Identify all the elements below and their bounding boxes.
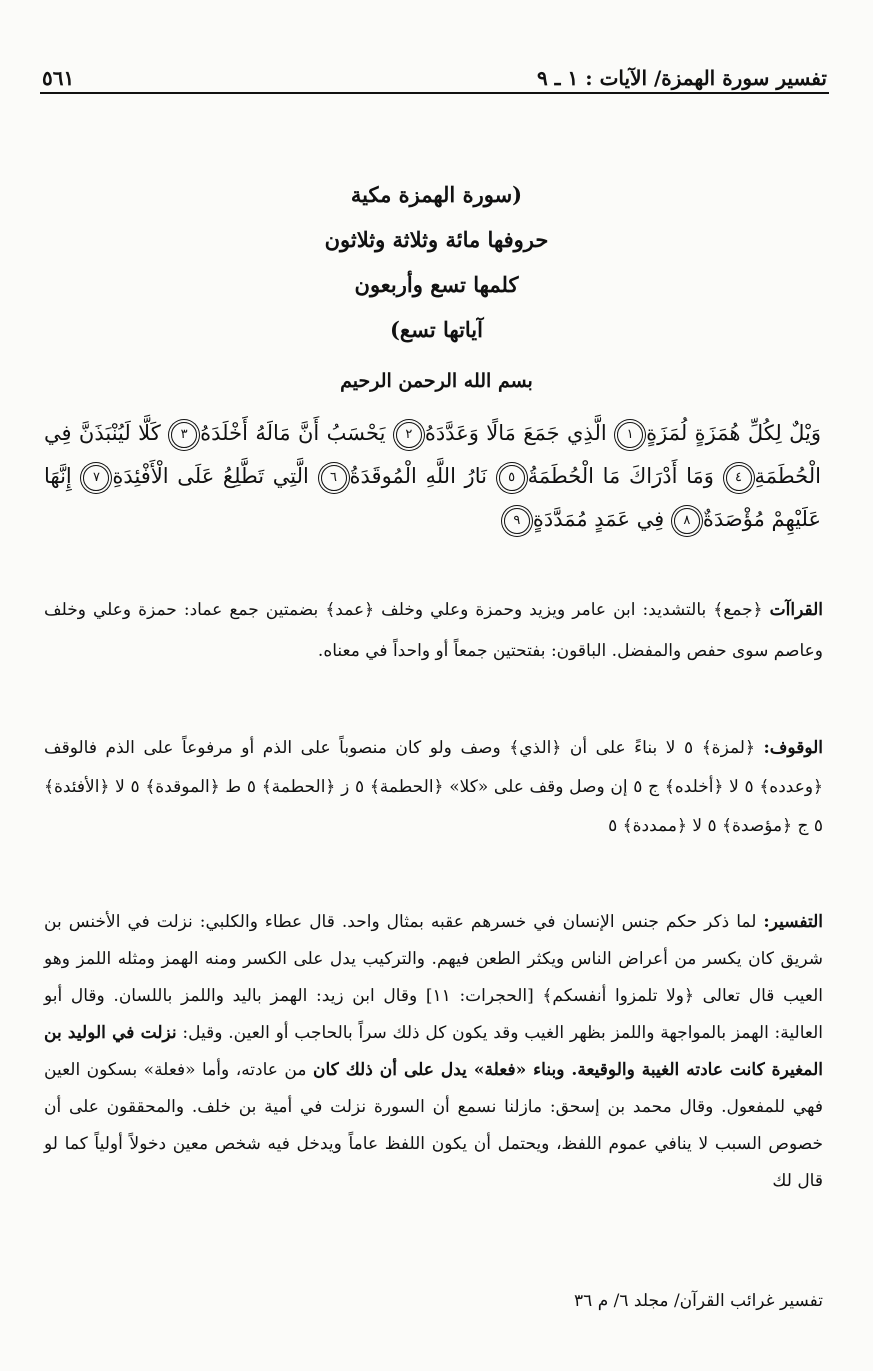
ayah-marker: ٢ — [396, 422, 422, 448]
tafsir-bold-text: نزلت في الوليد بن المغيرة كانت عادته الغيبة والوقيعة. وبناء «فعلة» يدل على أن ذلك كان — [44, 1023, 824, 1080]
ayah-marker: ٦ — [321, 465, 347, 491]
verse-text: الَّذِي جَمَعَ مَالًا وَعَدَّدَهُ — [424, 421, 607, 445]
qiraat-section — [44, 590, 823, 672]
ayah-marker: ٧ — [83, 465, 109, 491]
wuquf-text: ﴿لمزة﴾ ٥ لا بناءً على أن ﴿الذي﴾ وصف ولو كان منصوباً على الذم أو مرفوعاً على الذم فالوقف ﴿وعدده﴾ ٥ لا ﴿أخلده﴾ ج ٥ إن وصل وقف على «كلا» ﴿الحطمة﴾ ٥ ز ﴿الحطمة﴾ ٥ ط ﴿الموقدة﴾ ٥ لا ﴿الأفئدة﴾ ٥ ج ﴿مؤصدة﴾ ٥ لا ﴿ممددة﴾ ٥ — [44, 738, 824, 836]
verse-text: يَحْسَبُ أَنَّ مَالَهُ أَخْلَدَهُ — [200, 421, 386, 445]
verse-text: نَارُ اللَّهِ الْمُوقَدَةُ — [349, 464, 487, 488]
running-header — [42, 56, 827, 90]
footer-signature: تفسير غرائب القرآن/ مجلد ٦/ م ٣٦ — [574, 1291, 823, 1311]
tafsir-text: لما ذكر حكم جنس الإنسان في خسرهم عقبه بمثال واحد. قال عطاء والكلبي: نزلت في الأخنس بن شريق كان يكسر من أعراض الناس ويكثر الطعن فيهم. والتركيب يدل على الكسر ومنه الهمز ومثله اللمز وهو العيب قال تعالى ﴿ولا تلمزوا أنفسكم﴾ [الحجرات: ١١] وقال ابن زيد: الهمز باليد واللمز باللسان. وقال أبو العالية: الهمز بالمواجهة واللمز بظهر الغيب وقد يكون كل ذلك سراً بالحاجب أو العين. وقيل: — [44, 912, 823, 1043]
ayah-marker: ٨ — [674, 508, 700, 534]
verses-count: آياتها تسع) — [389, 317, 483, 342]
verse-text: وَيْلٌ لِكُلِّ هُمَزَةٍ لُمَزَةٍ — [646, 421, 821, 445]
ayah-marker: ٤ — [726, 465, 752, 491]
ayah-marker: ٩ — [504, 508, 530, 534]
tafsir-heading: التفسير: — [763, 912, 824, 932]
ayah-marker: ١ — [617, 422, 643, 448]
page-number: ٥٦١ — [42, 66, 75, 90]
wuquf-heading: الوقوف: — [763, 738, 824, 758]
wuquf-section — [44, 729, 823, 846]
qiraat-heading: القراآت — [769, 600, 823, 620]
qiraat-text: ﴿جمع﴾ بالتشديد: ابن عامر ويزيد وحمزة وعلي وخلف ﴿عمد﴾ بضمتين جمع عماد: حمزة وعلي وخلف وعاصم سوى حفص والمفضل. الباقون: بفتحتين جمعاً أو واحداً في معناه. — [44, 600, 823, 661]
tafsir-section — [44, 904, 823, 1200]
surah-title: (سورة الهمزة مكية — [350, 182, 523, 207]
words-count: كلمها تسع وأربعون — [354, 272, 519, 297]
ayah-marker: ٣ — [171, 422, 197, 448]
verse-text: الَّتِي تَطَّلِعُ عَلَى الْأَفْئِدَةِ — [112, 464, 309, 488]
verse-text: إِنَّهَا عَلَيْهِمْ مُؤْصَدَةٌ — [44, 464, 821, 531]
verse-text: فِي عَمَدٍ مُمَدَّدَةٍ — [532, 507, 665, 531]
surah-info — [0, 172, 873, 352]
verse-text: كَلَّا لَيُنْبَذَنَّ فِي الْحُطَمَةِ — [44, 421, 821, 488]
ayah-marker: ٥ — [499, 465, 525, 491]
header-rule — [40, 92, 829, 94]
basmala: بسم الله الرحمن الرحيم — [340, 370, 533, 392]
verse-text: وَمَا أَدْرَاكَ مَا الْحُطَمَةُ — [527, 464, 714, 488]
quran-text — [44, 412, 821, 541]
tafsir-text-continued: من عادته، وأما «فعلة» بسكون العين فهي للمفعول. وقال محمد بن إسحق: مازلنا نسمع أن السورة نزلت في أمية بن خلف. والمحققون على أن خصوص السبب لا ينافي عموم اللفظ، ويحتمل أن يكون اللفظ عاماً ويدخل فيه شخص معين دخولاً أولياً كما لو قال لك — [44, 1060, 823, 1191]
letters-count: حروفها مائة وثلاثة وثلاثون — [324, 227, 549, 252]
running-title: تفسير سورة الهمزة/ الآيات : ١ ـ ٩ — [536, 66, 827, 90]
